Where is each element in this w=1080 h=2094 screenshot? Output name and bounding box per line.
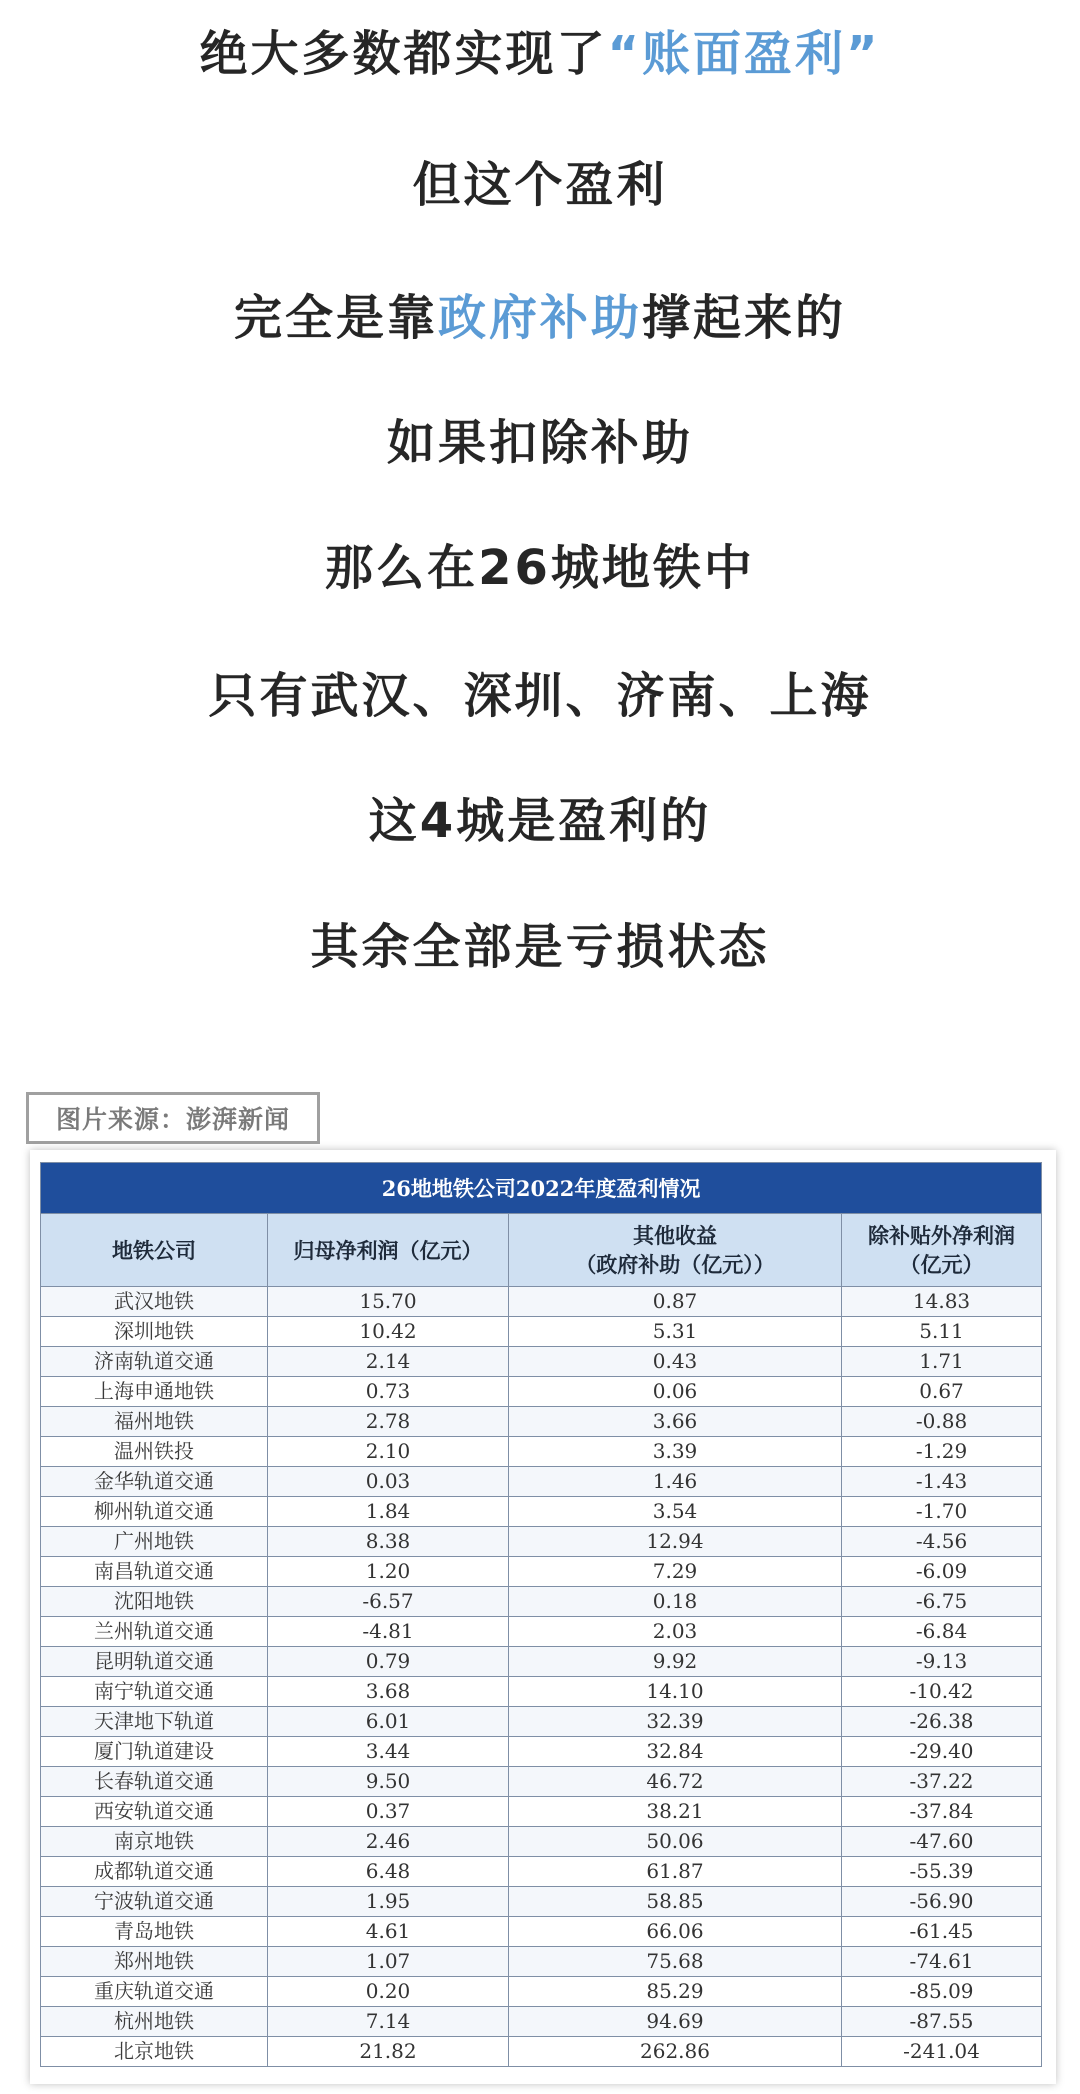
- net-excl-subsidy-cell: -47.60: [842, 1827, 1042, 1857]
- subsidy-cell: 262.86: [509, 2037, 842, 2067]
- table-row: [41, 1647, 1042, 1677]
- company-cell: 重庆轨道交通: [41, 1977, 268, 2007]
- subsidy-cell: 3.66: [509, 1407, 842, 1437]
- header-company: 地铁公司: [41, 1214, 268, 1287]
- table-title-row: [41, 1163, 1042, 1214]
- table-row: [41, 1947, 1042, 1977]
- company-cell: 济南轨道交通: [41, 1347, 268, 1377]
- company-cell: 柳州轨道交通: [41, 1497, 268, 1527]
- table-row: [41, 1347, 1042, 1377]
- net-profit-cell: 1.84: [268, 1497, 509, 1527]
- net-profit-cell: 2.10: [268, 1437, 509, 1467]
- subsidy-cell: 50.06: [509, 1827, 842, 1857]
- table-row: [41, 1407, 1042, 1437]
- company-cell: 北京地铁: [41, 2037, 268, 2067]
- subsidy-cell: 2.03: [509, 1617, 842, 1647]
- subsidy-cell: 12.94: [509, 1527, 842, 1557]
- company-cell: 南宁轨道交通: [41, 1677, 268, 1707]
- company-cell: 宁波轨道交通: [41, 1887, 268, 1917]
- subsidy-cell: 1.46: [509, 1467, 842, 1497]
- company-cell: 青岛地铁: [41, 1917, 268, 1947]
- company-cell: 厦门轨道建设: [41, 1737, 268, 1767]
- net-profit-cell: 1.95: [268, 1887, 509, 1917]
- text-line: [0, 153, 1080, 217]
- text-segment: 只有武汉、深圳、济南、上海: [208, 668, 872, 724]
- subsidy-cell: 75.68: [509, 1947, 842, 1977]
- net-profit-cell: 1.07: [268, 1947, 509, 1977]
- subsidy-cell: 0.18: [509, 1587, 842, 1617]
- subsidy-cell: 7.29: [509, 1557, 842, 1587]
- text-segment: 撑起来的: [642, 290, 847, 346]
- table-row: [41, 1797, 1042, 1827]
- net-profit-cell: 2.78: [268, 1407, 509, 1437]
- company-cell: 深圳地铁: [41, 1317, 268, 1347]
- net-profit-cell: 0.03: [268, 1467, 509, 1497]
- net-profit-cell: 3.68: [268, 1677, 509, 1707]
- subsidy-cell: 58.85: [509, 1887, 842, 1917]
- table-row: [41, 2007, 1042, 2037]
- table-row: [41, 1467, 1042, 1497]
- net-excl-subsidy-cell: -1.43: [842, 1467, 1042, 1497]
- net-profit-cell: 0.73: [268, 1377, 509, 1407]
- company-cell: 沈阳地铁: [41, 1587, 268, 1617]
- table-row: [41, 1827, 1042, 1857]
- text-segment: 那么在26城地铁中: [325, 540, 755, 596]
- net-profit-cell: 8.38: [268, 1527, 509, 1557]
- table-row: [41, 2037, 1042, 2067]
- company-cell: 福州地铁: [41, 1407, 268, 1437]
- net-profit-cell: 0.20: [268, 1977, 509, 2007]
- net-excl-subsidy-cell: -37.84: [842, 1797, 1042, 1827]
- table-body: [41, 1287, 1042, 2067]
- net-excl-subsidy-cell: 0.67: [842, 1377, 1042, 1407]
- net-profit-cell: 21.82: [268, 2037, 509, 2067]
- profit-table-image: [30, 1150, 1056, 2084]
- subsidy-cell: 0.06: [509, 1377, 842, 1407]
- net-profit-cell: 10.42: [268, 1317, 509, 1347]
- company-cell: 郑州地铁: [41, 1947, 268, 1977]
- net-profit-cell: 7.14: [268, 2007, 509, 2037]
- company-cell: 温州铁投: [41, 1437, 268, 1467]
- net-excl-subsidy-cell: -56.90: [842, 1887, 1042, 1917]
- net-excl-subsidy-cell: -1.70: [842, 1497, 1042, 1527]
- table-row: [41, 1677, 1042, 1707]
- net-profit-cell: 4.61: [268, 1917, 509, 1947]
- company-cell: 上海申通地铁: [41, 1377, 268, 1407]
- subsidy-cell: 9.92: [509, 1647, 842, 1677]
- text-segment: 绝大多数都实现了: [199, 26, 608, 82]
- company-cell: 西安轨道交通: [41, 1797, 268, 1827]
- net-excl-subsidy-cell: 5.11: [842, 1317, 1042, 1347]
- net-excl-subsidy-cell: -10.42: [842, 1677, 1042, 1707]
- company-cell: 杭州地铁: [41, 2007, 268, 2037]
- net-excl-subsidy-cell: -1.29: [842, 1437, 1042, 1467]
- company-cell: 武汉地铁: [41, 1287, 268, 1317]
- header-net-profit: 归母净利润（亿元）: [268, 1214, 509, 1287]
- company-cell: 昆明轨道交通: [41, 1647, 268, 1677]
- company-cell: 广州地铁: [41, 1527, 268, 1557]
- net-excl-subsidy-cell: -85.09: [842, 1977, 1042, 2007]
- metro-profit-table: [40, 1162, 1042, 2067]
- net-excl-subsidy-cell: 1.71: [842, 1347, 1042, 1377]
- subsidy-cell: 5.31: [509, 1317, 842, 1347]
- table-row: [41, 1557, 1042, 1587]
- subsidy-cell: 61.87: [509, 1857, 842, 1887]
- company-cell: 兰州轨道交通: [41, 1617, 268, 1647]
- company-cell: 长春轨道交通: [41, 1767, 268, 1797]
- table-title: 26地地铁公司2022年度盈利情况: [41, 1163, 1042, 1214]
- net-excl-subsidy-cell: -6.75: [842, 1587, 1042, 1617]
- table-row: [41, 1527, 1042, 1557]
- table-row: [41, 1587, 1042, 1617]
- text-segment: 但这个盈利: [412, 157, 668, 213]
- net-excl-subsidy-cell: -87.55: [842, 2007, 1042, 2037]
- highlight-text: 政府补助: [437, 290, 642, 346]
- subsidy-cell: 32.84: [509, 1737, 842, 1767]
- image-source-text: 图片来源：澎湃新闻: [55, 1105, 290, 1134]
- text-segment: 完全是靠: [233, 290, 438, 346]
- subsidy-cell: 32.39: [509, 1707, 842, 1737]
- table-row: [41, 1857, 1042, 1887]
- text-segment: 如果扣除补助: [386, 415, 693, 471]
- net-profit-cell: 0.79: [268, 1647, 509, 1677]
- net-profit-cell: 3.44: [268, 1737, 509, 1767]
- subsidy-cell: 85.29: [509, 1977, 842, 2007]
- subsidy-cell: 3.39: [509, 1437, 842, 1467]
- subsidy-cell: 38.21: [509, 1797, 842, 1827]
- text-line: [0, 286, 1080, 350]
- table-header-row: [41, 1214, 1042, 1287]
- net-profit-cell: 0.37: [268, 1797, 509, 1827]
- company-cell: 金华轨道交通: [41, 1467, 268, 1497]
- net-excl-subsidy-cell: -9.13: [842, 1647, 1042, 1677]
- net-excl-subsidy-cell: -0.88: [842, 1407, 1042, 1437]
- subsidy-cell: 66.06: [509, 1917, 842, 1947]
- net-profit-cell: 9.50: [268, 1767, 509, 1797]
- table-row: [41, 1767, 1042, 1797]
- table-row: [41, 1617, 1042, 1647]
- net-excl-subsidy-cell: -26.38: [842, 1707, 1042, 1737]
- text-line: [0, 411, 1080, 475]
- table-row: [41, 1917, 1042, 1947]
- table-row: [41, 1887, 1042, 1917]
- subsidy-cell: 94.69: [509, 2007, 842, 2037]
- company-cell: 天津地下轨道: [41, 1707, 268, 1737]
- company-cell: 南昌轨道交通: [41, 1557, 268, 1587]
- net-excl-subsidy-cell: -61.45: [842, 1917, 1042, 1947]
- company-cell: 南京地铁: [41, 1827, 268, 1857]
- table-row: [41, 1377, 1042, 1407]
- company-cell: 成都轨道交通: [41, 1857, 268, 1887]
- subsidy-cell: 3.54: [509, 1497, 842, 1527]
- table-row: [41, 1437, 1042, 1467]
- text-line: [0, 22, 1080, 86]
- net-excl-subsidy-cell: -241.04: [842, 2037, 1042, 2067]
- net-excl-subsidy-cell: -55.39: [842, 1857, 1042, 1887]
- text-line: [0, 664, 1080, 728]
- net-excl-subsidy-cell: 14.83: [842, 1287, 1042, 1317]
- header-net-profit-excl-subsidy: 除补贴外净利润 （亿元）: [842, 1214, 1042, 1287]
- image-source-label: [26, 1092, 320, 1144]
- net-profit-cell: -6.57: [268, 1587, 509, 1617]
- net-excl-subsidy-cell: -29.40: [842, 1737, 1042, 1767]
- header-other-income: 其他收益 （政府补助（亿元））: [509, 1214, 842, 1287]
- table-row: [41, 1287, 1042, 1317]
- net-profit-cell: 6.48: [268, 1857, 509, 1887]
- subsidy-cell: 14.10: [509, 1677, 842, 1707]
- net-profit-cell: 15.70: [268, 1287, 509, 1317]
- net-excl-subsidy-cell: -37.22: [842, 1767, 1042, 1797]
- table-row: [41, 1497, 1042, 1527]
- text-segment: 这4城是盈利的: [368, 793, 712, 849]
- table-row: [41, 1707, 1042, 1737]
- table-row: [41, 1737, 1042, 1767]
- table-row: [41, 1317, 1042, 1347]
- highlight-text: “账面盈利”: [607, 26, 881, 82]
- subsidy-cell: 46.72: [509, 1767, 842, 1797]
- net-profit-cell: -4.81: [268, 1617, 509, 1647]
- net-profit-cell: 2.46: [268, 1827, 509, 1857]
- net-excl-subsidy-cell: -74.61: [842, 1947, 1042, 1977]
- subsidy-cell: 0.43: [509, 1347, 842, 1377]
- net-profit-cell: 6.01: [268, 1707, 509, 1737]
- net-profit-cell: 2.14: [268, 1347, 509, 1377]
- net-excl-subsidy-cell: -6.84: [842, 1617, 1042, 1647]
- net-excl-subsidy-cell: -4.56: [842, 1527, 1042, 1557]
- text-line: [0, 915, 1080, 979]
- text-segment: 其余全部是亏损状态: [310, 919, 770, 975]
- net-profit-cell: 1.20: [268, 1557, 509, 1587]
- text-line: [0, 789, 1080, 853]
- text-line: [0, 536, 1080, 600]
- net-excl-subsidy-cell: -6.09: [842, 1557, 1042, 1587]
- subsidy-cell: 0.87: [509, 1287, 842, 1317]
- table-row: [41, 1977, 1042, 2007]
